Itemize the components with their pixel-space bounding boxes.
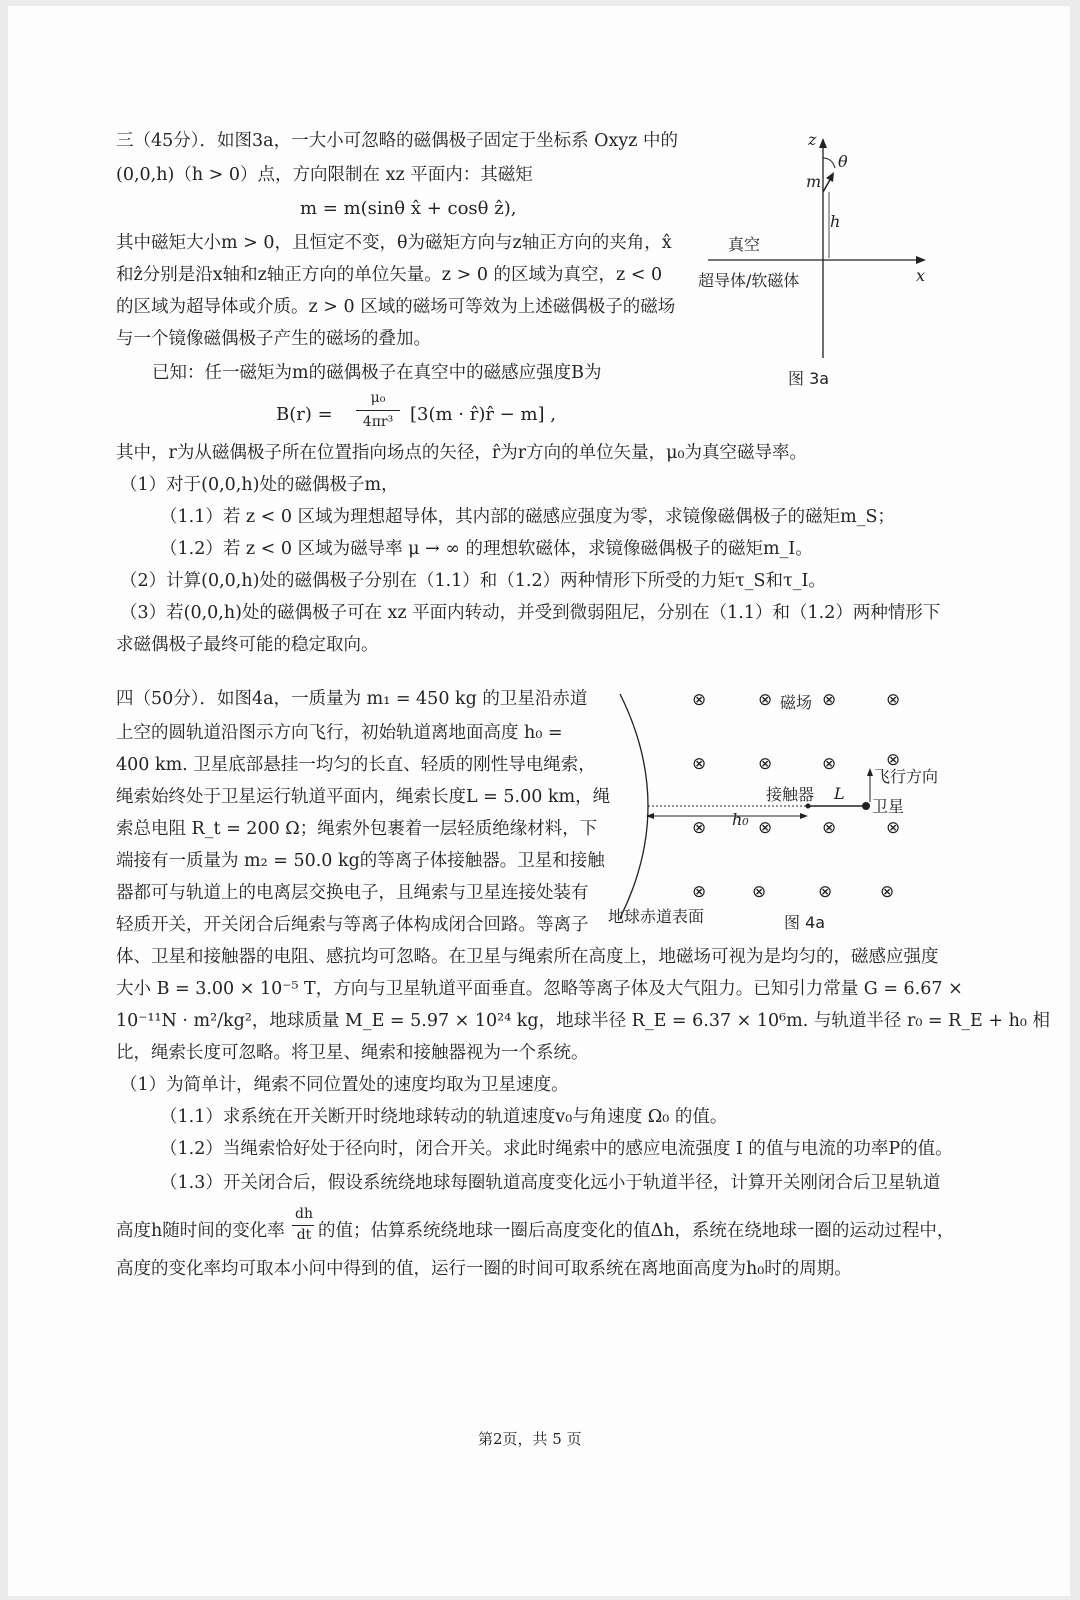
- p3-line-6: 与一个镜像磁偶极子产生的磁场的叠加。: [116, 329, 431, 349]
- p3-q1-1: （1.1）若 z < 0 区域为理想超导体，其内部的磁感应强度为零，求镜像磁偶极子的磁矩m_S；: [160, 507, 895, 527]
- field-cross: ⊗: [886, 818, 901, 838]
- p3-line-5: 的区域为超导体或介质。z > 0 区域的磁场可等效为上述磁偶极子的磁场: [116, 297, 676, 317]
- p3-line-4: 和ẑ分别是沿x轴和z轴正方向的单位矢量。z > 0 的区域为真空，z < 0: [116, 265, 663, 285]
- p3-line-1: 三（45分）．如图3a，一大小可忽略的磁偶极子固定于坐标系 Oxyz 中的: [116, 131, 679, 151]
- field-cross: ⊗: [692, 690, 707, 710]
- p4-q1-3-cont-b: 的值；估算系统绕地球一圈后高度变化的值Δh，系统在绕地球一圈的运动过程中，: [318, 1221, 955, 1241]
- fig3a-theta-label: θ: [838, 152, 848, 171]
- p4-line-1: 四（50分）．如图4a，一质量为 m₁ = 450 kg 的卫星沿赤道: [116, 689, 588, 709]
- fig4a-L-label: L: [834, 784, 845, 803]
- field-cross: ⊗: [752, 882, 767, 902]
- fig3a-vacuum-label: 真空: [728, 235, 761, 254]
- p4-line-4: 绳索始终处于卫星运行轨道平面内，绳索长度L = 5.00 km，绳: [116, 787, 611, 807]
- p3-q3: （3）若(0,0,h)处的磁偶极子可在 xz 平面内转动，并受到微弱阻尼，分别在（1.1）和（1.2）两种情形下: [120, 603, 941, 623]
- p4-q1-2: （1.2）当绳索恰好处于径向时，闭合开关。求此时绳索中的感应电流强度 I 的值与电流的功率P的值。: [160, 1139, 953, 1159]
- p4-line-9: 体、卫星和接触器的电阻、感抗均可忽略。在卫星与绳索所在高度上，地磁场可视为是均匀的，磁感应强度: [116, 947, 939, 967]
- p4-line-5: 索总电阻 R_t = 200 Ω；绳索外包裹着一层轻质绝缘材料，下: [116, 819, 598, 839]
- derivative-denominator: dt: [296, 1227, 312, 1243]
- p3-field-equation-denominator: 4πr³: [362, 414, 394, 430]
- fig4a-contactor-label: 接触器: [766, 785, 815, 804]
- fig4a-direction-label: 飞行方向: [874, 767, 939, 786]
- field-cross: ⊗: [758, 818, 773, 838]
- p3-q1: （1）对于(0,0,h)处的磁偶极子m，: [120, 475, 399, 495]
- p4-line-8: 轻质开关，开关闭合后绳索与等离子体构成闭合回路。等离子: [116, 915, 589, 935]
- p3-q2: （2）计算(0,0,h)处的磁偶极子分别在（1.1）和（1.2）两种情形下所受的力矩τ_S和τ_I。: [120, 571, 826, 591]
- p3-moment-equation: m = m(sinθ x̂ + cosθ ẑ),: [300, 198, 517, 219]
- p3-q3-cont: 求磁偶极子最终可能的稳定取向。: [116, 635, 379, 655]
- p3-field-equation-numerator: μ₀: [370, 390, 386, 406]
- page-footer: 第2页，共 5 页: [478, 1430, 582, 1448]
- fig4a-field-label: 磁场: [780, 693, 813, 712]
- field-cross: ⊗: [880, 882, 895, 902]
- p4-q1-3: （1.3）开关闭合后，假设系统绕地球每圈轨道高度变化远小于轨道半径，计算开关刚闭合后卫星轨道: [160, 1173, 941, 1193]
- field-cross: ⊗: [692, 754, 707, 774]
- fig3a-caption: 图 3a: [788, 369, 830, 388]
- p3-line-2: (0,0,h)（h > 0）点，方向限制在 xz 平面内：其磁矩: [116, 165, 533, 185]
- field-cross: ⊗: [822, 754, 837, 774]
- p3-line-3: 其中磁矩大小m > 0，且恒定不变，θ为磁矩方向与z轴正方向的夹角，x̂: [116, 233, 672, 253]
- fig4a-caption: 图 4a: [784, 913, 826, 932]
- field-cross: ⊗: [822, 818, 837, 838]
- field-cross: ⊗: [692, 882, 707, 902]
- exam-page: [8, 6, 1070, 1596]
- p4-line-6: 端接有一质量为 m₂ = 50.0 kg的等离子体接触器。卫星和接触: [116, 851, 605, 871]
- fig3a-h-label: h: [830, 212, 841, 231]
- field-cross: ⊗: [822, 690, 837, 710]
- p4-q1: （1）为简单计，绳索不同位置处的速度均取为卫星速度。: [120, 1075, 569, 1095]
- p4-line-12: 比，绳索长度可忽略。将卫星、绳索和接触器视为一个系统。: [116, 1043, 589, 1063]
- field-cross: ⊗: [692, 818, 707, 838]
- fig3a-x-label: x: [916, 266, 926, 285]
- p4-line-11: 10⁻¹¹N · m²/kg²，地球质量 M_E = 5.97 × 10²⁴ kg，地球半径 R_E = 6.37 × 10⁶m. 与轨道半径 r₀ = R_E + h₀ 相: [116, 1011, 1050, 1031]
- field-cross: ⊗: [886, 690, 901, 710]
- p3-q1-2: （1.2）若 z < 0 区域为磁导率 μ → ∞ 的理想软磁体，求镜像磁偶极子的磁矩m_I。: [160, 539, 813, 559]
- p4-line-2: 上空的圆轨道沿图示方向飞行，初始轨道离地面高度 h₀ =: [116, 723, 563, 743]
- p4-line-10: 大小 B = 3.00 × 10⁻⁵ T，方向与卫星轨道平面垂直。忽略等离子体及大气阻力。已知引力常量 G = 6.67 ×: [116, 979, 963, 999]
- p4-q1-3-cont-c: 高度的变化率均可取本小问中得到的值，运行一圈的时间可取系统在离地面高度为h₀时的周期。: [116, 1259, 852, 1279]
- p4-q1-3-cont-a: 高度h随时间的变化率: [116, 1221, 285, 1241]
- field-cross: ⊗: [758, 690, 773, 710]
- field-cross: ⊗: [818, 882, 833, 902]
- p3-field-equation-lhs: B(r) =: [276, 404, 333, 425]
- figure-4a-drawing: [8, 6, 1070, 1596]
- field-cross: ⊗: [886, 750, 901, 770]
- fig3a-z-label: z: [808, 130, 817, 149]
- fig4a-satellite-label: 卫星: [872, 797, 905, 816]
- fig4a-h0-label: h₀: [732, 810, 749, 829]
- p4-q1-1: （1.1）求系统在开关断开时绕地球转动的轨道速度v₀与角速度 Ω₀ 的值。: [160, 1107, 728, 1127]
- fig4a-surface-label: 地球赤道表面: [608, 907, 705, 926]
- derivative-numerator: dh: [295, 1206, 313, 1222]
- p3-line-7: 已知：任一磁矩为m的磁偶极子在真空中的磁感应强度B为: [152, 363, 602, 383]
- fraction-bar: [292, 1225, 314, 1226]
- p3-line-8: 其中，r为从磁偶极子所在位置指向场点的矢径，r̂为r方向的单位矢量，μ₀为真空磁导率。: [116, 443, 807, 463]
- fig3a-m-label: m: [806, 172, 822, 191]
- p3-field-equation-rhs: [3(m · r̂)r̂ − m] ,: [410, 404, 557, 425]
- p4-line-3: 400 km. 卫星底部悬挂一均匀的长直、轻质的刚性导电绳索，: [116, 755, 596, 775]
- p4-line-7: 器都可与轨道上的电离层交换电子，且绳索与卫星连接处装有: [116, 883, 589, 903]
- field-cross: ⊗: [758, 754, 773, 774]
- fig3a-material-label: 超导体/软磁体: [698, 271, 800, 290]
